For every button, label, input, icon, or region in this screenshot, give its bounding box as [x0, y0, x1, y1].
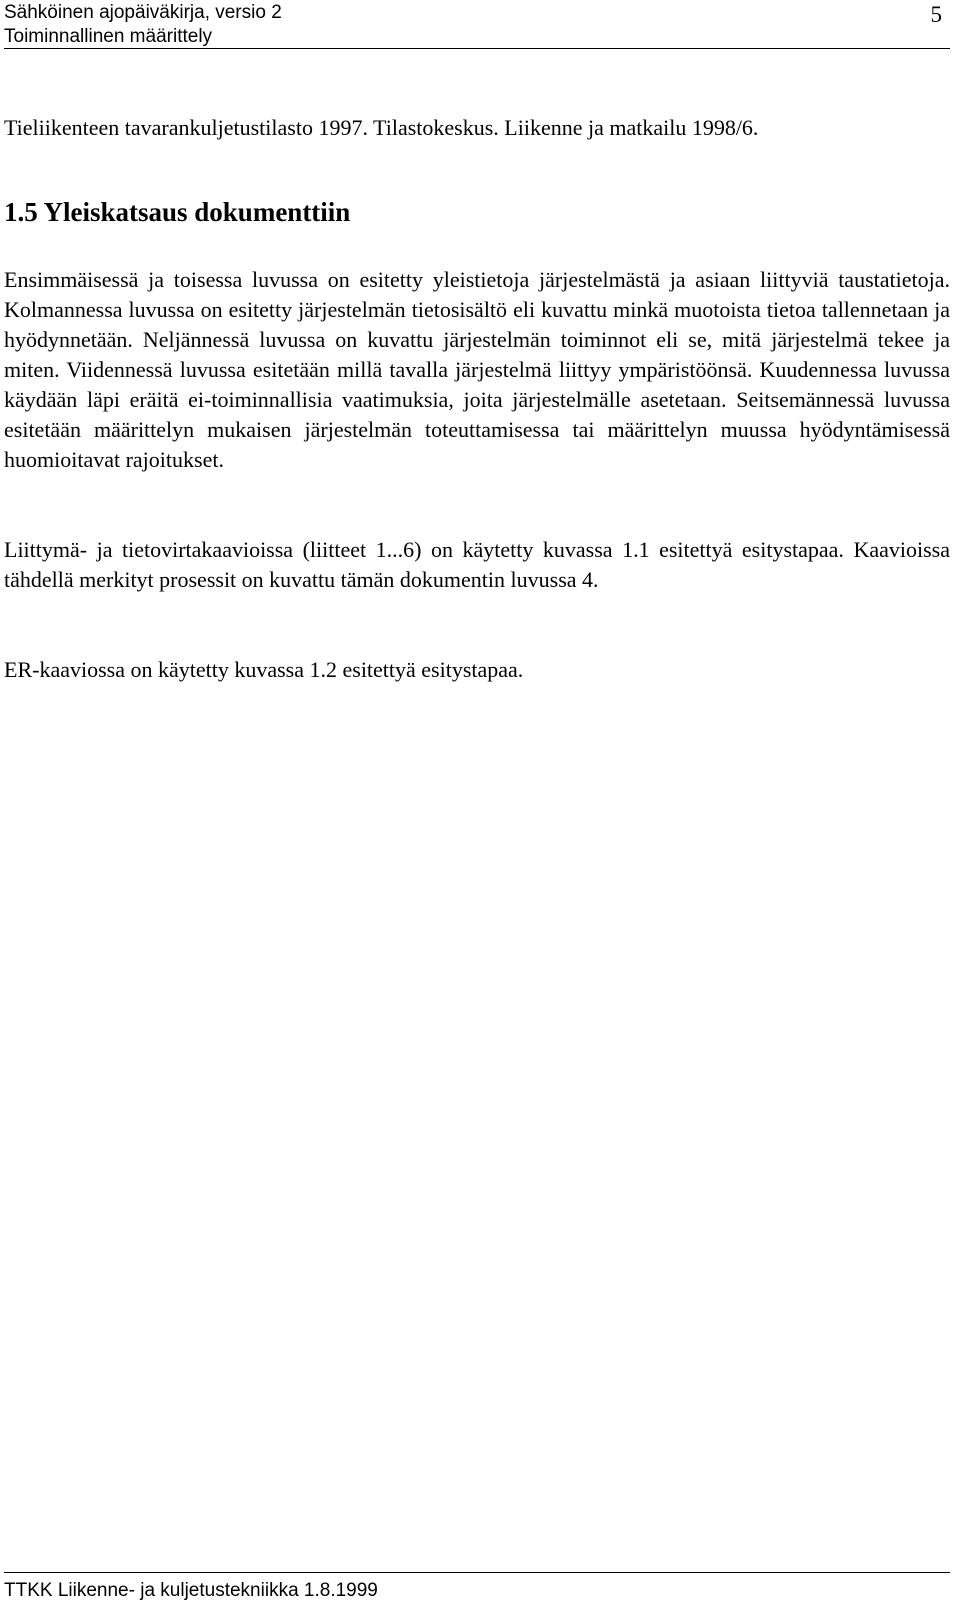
document-subtitle: Toiminnallinen määrittely	[4, 26, 213, 47]
page-number: 5	[930, 2, 942, 27]
paragraph-overview: Ensimmäisessä ja toisessa luvussa on esitetty yleistietoja järjestelmästä ja asiaan liittyviä taustatietoja. Kolmannessa luvussa on esitetty järjestelmän tietosisältö eli kuvattu minkä muotoista tietoa tallennetaan ja hyödynnetään. Neljännessä luvussa on kuvattu järjestelmän toiminnot eli se, mitä järjestelmä tekee ja miten. Viidennessä luvussa esitetään millä tavalla järjestelmä liittyy ympäristöönsä. Kuudennessa luvussa käydään läpi eräitä ei-toiminnallisia vaatimuksia, joita järjestelmälle asetetaan. Seitsemännessä luvussa esitetään määrittelyn mukaisen järjestelmän toteuttamisessa tai määrittelyn muussa hyödyntämisessä huomioitavat rajoitukset.	[4, 267, 950, 472]
reference-entry: Tieliikenteen tavarankuljetustilasto 1997. Tilastokeskus. Liikenne ja matkailu 1998/6.	[4, 115, 759, 140]
section-heading: 1.5 Yleiskatsaus dokumenttiin	[4, 197, 351, 227]
paragraph-er-diagram: ER-kaaviossa on käytetty kuvassa 1.2 esitettyä esitystapaa.	[4, 657, 524, 682]
page-header	[4, 0, 950, 49]
document-title: Sähköinen ajopäiväkirja, versio 2	[4, 2, 282, 23]
page-footer: TTKK Liikenne- ja kuljetustekniikka 1.8.1999	[4, 1572, 950, 1602]
paragraph-diagrams: Liittymä- ja tietovirtakaavioissa (liitteet 1...6) on käytetty kuvassa 1.1 esitettyä esitystapaa. Kaavioissa tähdellä merkityt prosessit on kuvattu tämän dokumentin luvussa 4.	[4, 537, 950, 592]
